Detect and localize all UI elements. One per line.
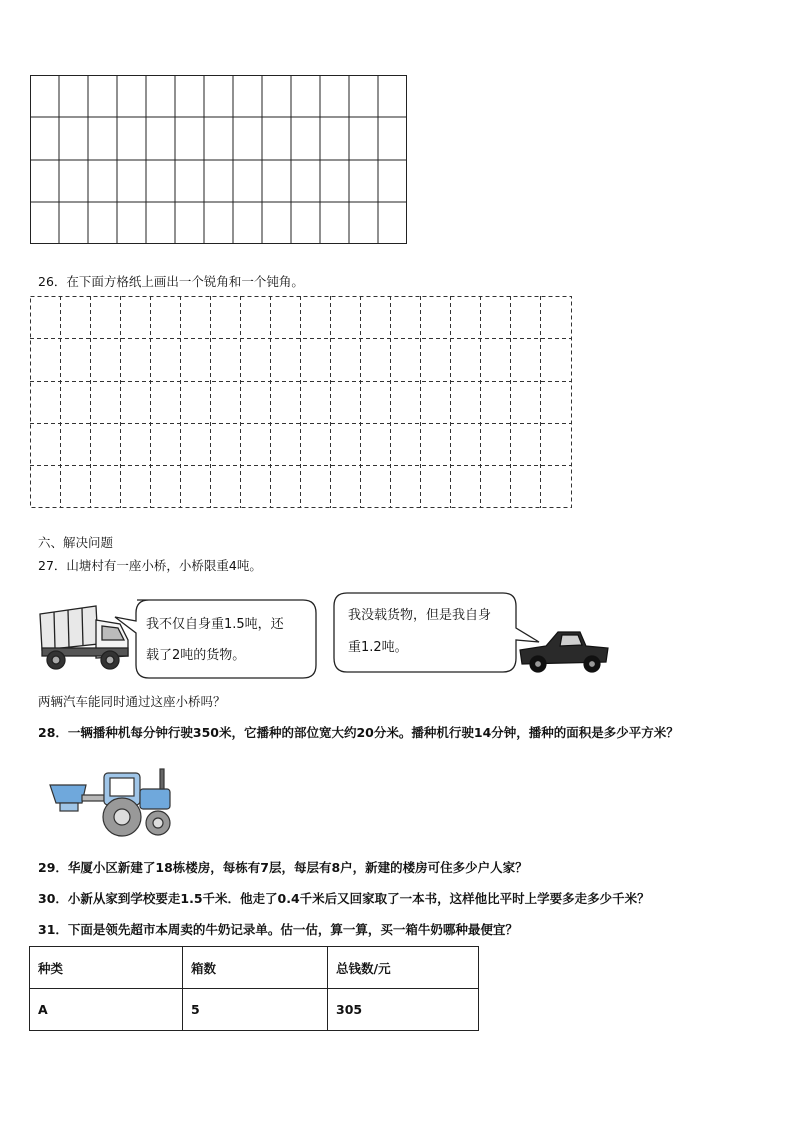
question-27: 27．山塘村有一座小桥，小桥限重4吨。 bbox=[38, 558, 262, 573]
table-header-row bbox=[30, 947, 479, 989]
pickup-car-illustration bbox=[516, 620, 612, 676]
table-header: 箱数 bbox=[183, 947, 328, 989]
question-26: 26．在下面方格纸上画出一个锐角和一个钝角。 bbox=[38, 274, 304, 289]
car-speech bbox=[348, 600, 491, 664]
question-27-ask: 两辆汽车能同时通过这座小桥吗？ bbox=[38, 694, 226, 709]
table-cell: 5 bbox=[183, 989, 328, 1031]
question-29: 29．华厦小区新建了18栋楼房，每栋有7层，每层有8户，新建的楼房可住多少户人家？ bbox=[38, 860, 528, 875]
answer-grid-solid bbox=[30, 75, 407, 244]
truck-speech bbox=[146, 609, 284, 671]
table-cell: 305 bbox=[328, 989, 479, 1031]
milk-sales-table bbox=[29, 946, 479, 1031]
answer-grid-dashed[interactable] bbox=[30, 296, 572, 508]
car-speech-line2: 重1.2吨。 bbox=[348, 640, 408, 655]
table-row bbox=[30, 989, 479, 1031]
question-31: 31．下面是领先超市本周卖的牛奶记录单。估一估，算一算，买一箱牛奶哪种最便宜？ bbox=[38, 922, 518, 937]
truck-speech-line2: 载了2吨的货物。 bbox=[146, 648, 246, 663]
seeder-tractor-illustration bbox=[46, 765, 181, 840]
solid-grid-lines bbox=[30, 75, 407, 244]
table-cell: A bbox=[30, 989, 183, 1031]
table-header: 总钱数/元 bbox=[328, 947, 479, 989]
section-title: 六、解决问题 bbox=[38, 535, 114, 550]
question-30: 30．小新从家到学校要走1.5千米．他走了0.4千米后又回家取了一本书，这样他比平时上学要多走多少千米？ bbox=[38, 891, 650, 906]
question-28: 28．一辆播种机每分钟行驶350米，它播种的部位宽大约20分米。播种机行驶14分钟，播种的面积是多少平方米？ bbox=[38, 725, 679, 740]
car-speech-line1: 我没载货物，但是我自身 bbox=[348, 608, 492, 623]
table-header: 种类 bbox=[30, 947, 183, 989]
truck-speech-line1: 我不仅自身重1.5吨，还 bbox=[146, 617, 284, 632]
